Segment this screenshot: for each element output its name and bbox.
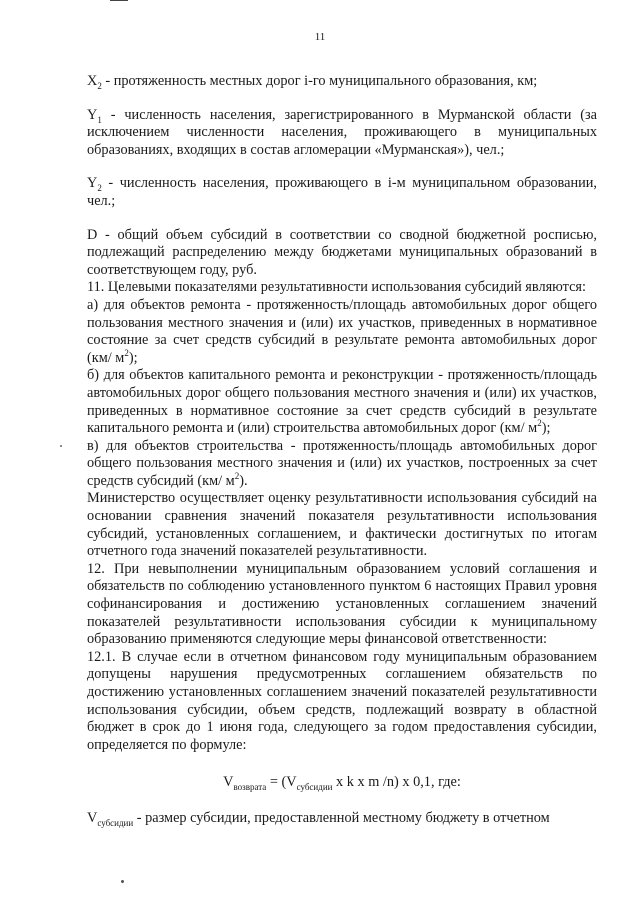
ministry-paragraph: Министерство осуществляет оценку результативности использования субсидий на основании сравнения значений показателя результативности использования субсидий, установленных соглашением, и фактически достигнутых по итогам отчетного года значений показателей результативности. xyxy=(87,490,597,560)
formula-subscript: субсидии xyxy=(296,782,333,793)
subscript: 2 xyxy=(97,80,102,91)
definition-d: D - общий объем субсидий в соответствии со сводной бюджетной росписью, подлежащий распределению между бюджетами муниципальных образований в соответствующем году, руб. xyxy=(87,226,597,278)
clause-text: б) для объектов капитального ремонта и реконструкции - протяженность/площадь автомобильных дорог общего пользования местного значения и (или) их участков, приведенных в нормативное состояние за счет средств субсидий в результате капитального ремонта и (или) строительства автомобильных дорог (км/ м xyxy=(87,367,597,437)
clause-text: а) для объектов ремонта - протяженность/площадь автомобильных дорог общего пользования местного значения и (или) их участков, приведенных в нормативное состояние за счет средств субсидий в результате ремонта автомобильных дорог (км/ м xyxy=(87,296,597,366)
superscript: 2 xyxy=(537,418,542,429)
subscript: 2 xyxy=(97,183,102,194)
clause-12: 12. При невыполнении муниципальным образованием условий соглашения и обязательств по соблюдению установленного пунктом 6 настоящих Правил уровня софинансирования и достижению установленных соглашением значений показателей результативности использования субсидии к муниципальному образованию применяются следующие меры финансовой ответственности: xyxy=(87,560,597,648)
clause-11c xyxy=(87,438,597,491)
symbol: Y xyxy=(87,175,98,192)
symbol: X xyxy=(87,73,98,89)
definition-text: - численность населения, проживающего в i-м муниципальном образовании, чел.; xyxy=(87,175,597,209)
document-body xyxy=(87,73,597,828)
scan-speck xyxy=(60,445,62,447)
clause-end: ); xyxy=(541,420,551,437)
definition-x2 xyxy=(87,73,597,91)
scan-speck xyxy=(121,880,124,883)
formula-subscript: возврата xyxy=(233,782,267,793)
clause-11a xyxy=(87,297,597,367)
formula-part: = (V xyxy=(266,774,297,791)
clause-end: ). xyxy=(239,472,248,489)
definition-y2 xyxy=(87,175,597,210)
formula-symbol: V xyxy=(223,774,234,791)
clause-end: ); xyxy=(128,349,138,366)
definition-text: - размер субсидии, предоставленной местному бюджету в отчетном xyxy=(133,809,550,826)
definition-text: - численность населения, зарегистрированного в Мурманской области (за исключением численности населения, проживающего в муниципальных образованиях, входящих в состав агломерации «Мурманская»), чел.; xyxy=(87,106,597,158)
clause-11: 11. Целевыми показателями результативности использования субсидий являются: xyxy=(87,279,586,296)
clause-12-1: 12.1. В случае если в отчетном финансовом году муниципальным образованием допущены нарушения предусмотренных соглашением обязательств по достижению установленных соглашением значений показателей результативности использования субсидии, объем средств, подлежащий возврату в областной бюджет в срок до 1 июня года, следующего за годом предоставления субсидии, определяется по формуле: xyxy=(87,648,597,753)
subscript: 1 xyxy=(97,114,102,125)
definition-y1 xyxy=(87,107,597,160)
formula-part: x k x m /n) x 0,1, где: xyxy=(332,774,461,791)
symbol: V xyxy=(87,809,98,826)
definition-text: - протяженность местных дорог i-го муниципального образования, км; xyxy=(101,73,538,89)
clause-11b xyxy=(87,367,597,437)
formula xyxy=(87,774,597,792)
clause-text: в) для объектов строительства - протяженность/площадь автомобильных дорог общего пользования местного значения и (или) их участков, построенных за счет средств субсидий (км/ м xyxy=(87,437,597,489)
superscript: 2 xyxy=(234,471,240,482)
symbol: Y xyxy=(87,106,98,123)
page-number: 11 xyxy=(314,31,326,43)
subscript: субсидии xyxy=(97,817,134,828)
definition-v-subsidy xyxy=(87,810,597,828)
superscript: 2 xyxy=(124,347,129,358)
top-edge-mark xyxy=(110,0,128,1)
